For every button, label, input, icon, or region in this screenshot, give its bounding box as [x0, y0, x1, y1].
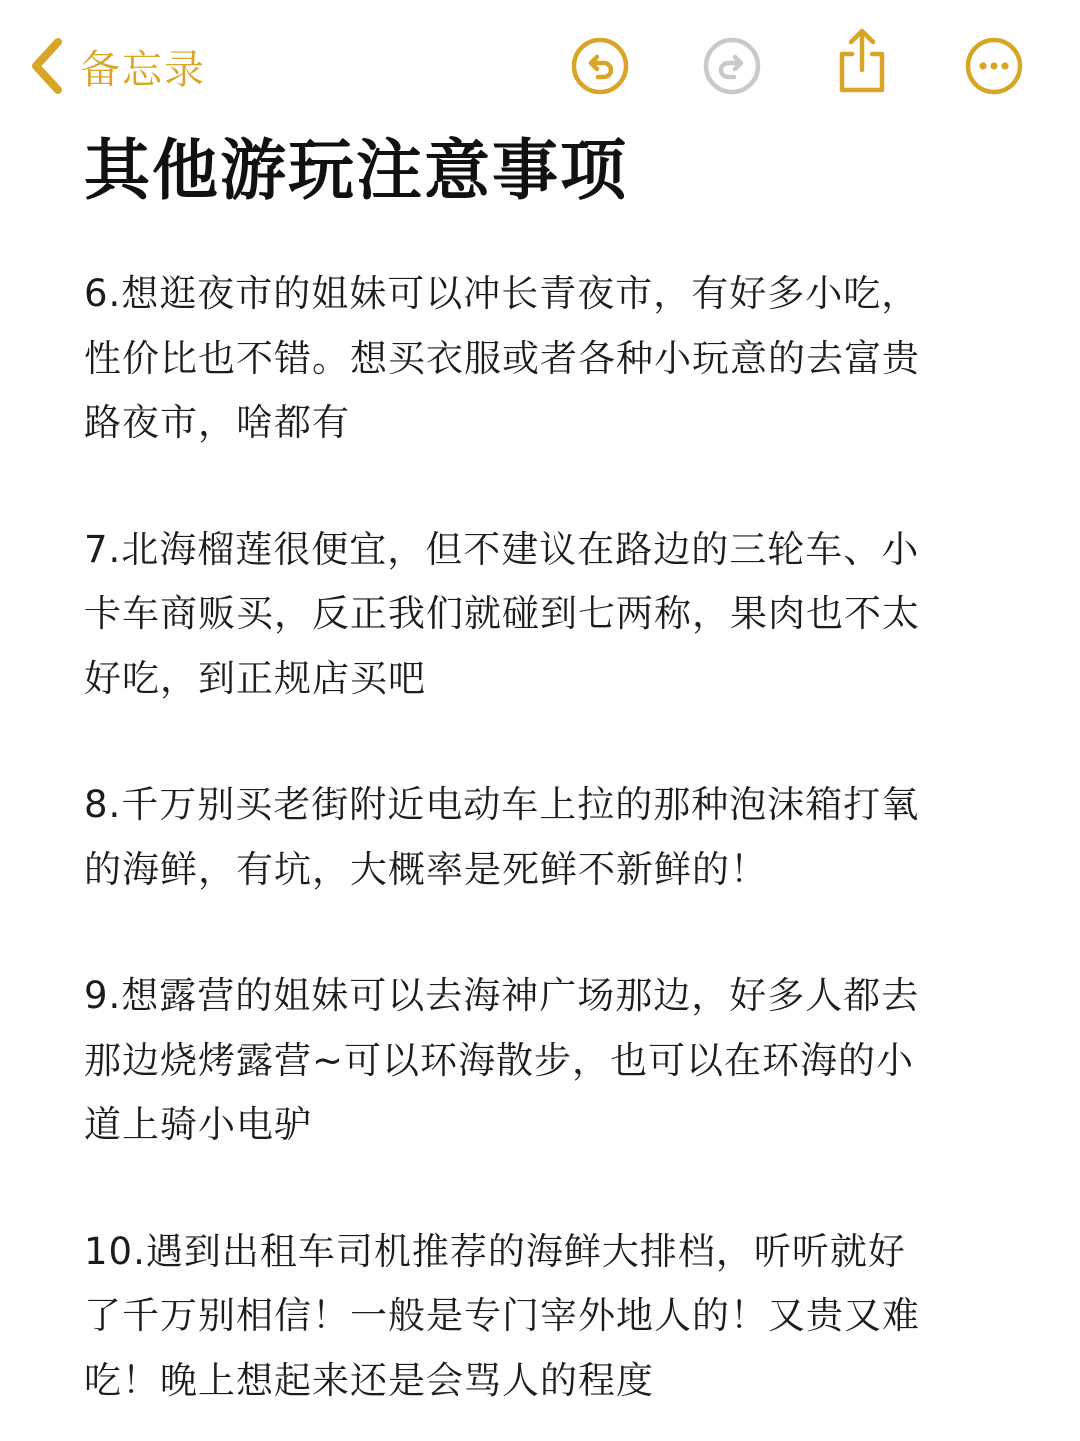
redo-button[interactable] [702, 36, 762, 96]
redo-icon [702, 36, 762, 96]
note-line: 7.北海榴莲很便宜，但不建议在路边的三轮车、小 [84, 527, 920, 571]
note-line: 道上骑小电驴 [84, 1103, 312, 1146]
note-paragraph [84, 262, 996, 456]
back-label: 备忘录 [80, 46, 206, 93]
note-paragraph [84, 518, 996, 712]
note-line: 8.千万别买老街附近电动车上拉的那种泡沫箱打氧 [84, 783, 920, 826]
undo-icon [570, 36, 630, 96]
note-paragraph [84, 1220, 996, 1414]
undo-button[interactable] [570, 36, 630, 96]
note-line: 性价比也不错。想买衣服或者各种小玩意的去富贵 [84, 336, 920, 380]
share-icon [832, 26, 892, 96]
more-button[interactable] [964, 36, 1024, 96]
toolbar [0, 0, 1080, 130]
note-line: 9.想露营的姐妹可以去海神广场那边，好多人都去 [84, 974, 920, 1017]
note-line: 那边烧烤露营~可以环海散步，也可以在环海的小 [84, 1038, 915, 1082]
more-icon [964, 36, 1024, 96]
note-line: 好吃，到正规店买吧 [84, 656, 426, 700]
note-line: 10.遇到出租车司机推荐的海鲜大排档，听听就好 [84, 1229, 906, 1273]
note-line: 6.想逛夜市的姐妹可以冲长青夜市，有好多小吃， [84, 272, 920, 315]
note-line: 吃！晚上想起来还是会骂人的程度 [84, 1358, 654, 1402]
back-button[interactable] [28, 34, 206, 98]
note-line: 路夜市，啥都有 [84, 401, 350, 444]
note-line: 的海鲜，有坑，大概率是死鲜不新鲜的！ [84, 847, 768, 891]
note-line: 了千万别相信！一般是专门宰外地人的！又贵又难 [84, 1294, 920, 1337]
chevron-left-icon [28, 36, 68, 96]
note-title[interactable]: 其他游玩注意事项 [84, 132, 628, 209]
note-paragraph [84, 964, 996, 1158]
note-paragraph [84, 773, 996, 902]
note-line: 卡车商贩买，反正我们就碰到七两称，果肉也不太 [84, 592, 920, 635]
share-button[interactable] [832, 26, 892, 96]
note-body[interactable] [84, 262, 996, 1441]
